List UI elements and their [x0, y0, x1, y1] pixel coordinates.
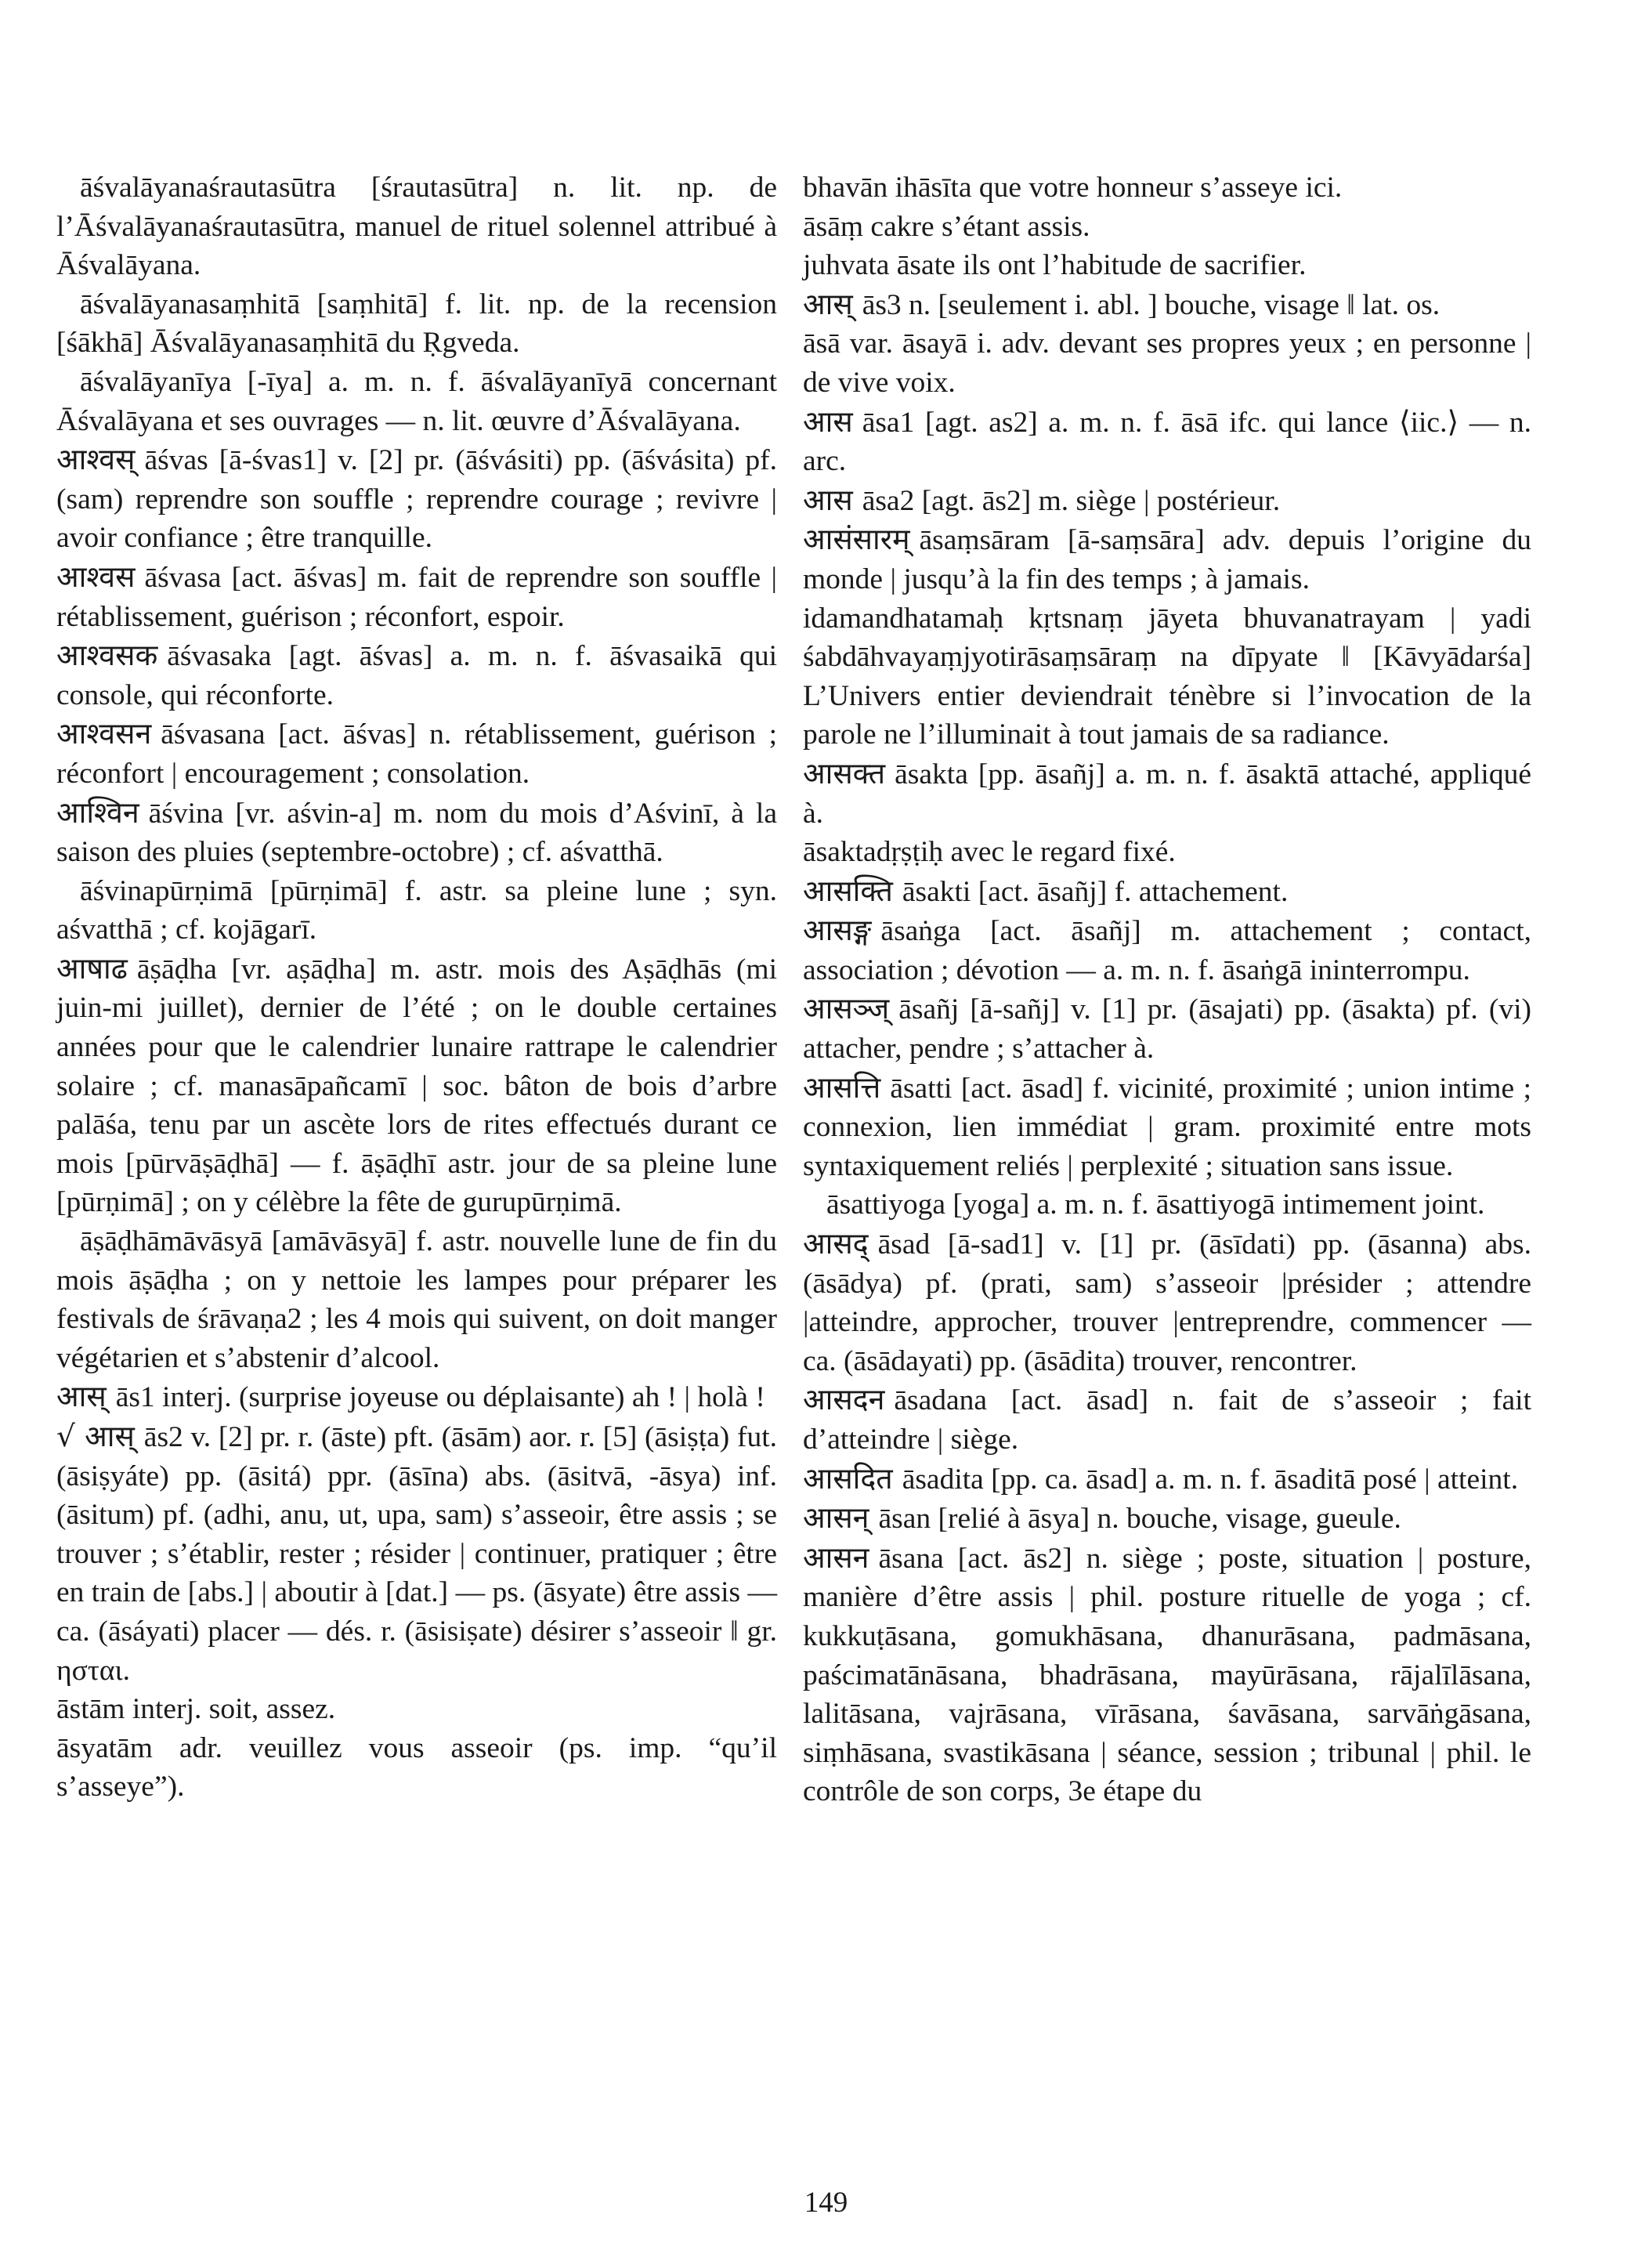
entry-text: ās3 n. [seulement i. abl. ] bouche, visage ‖ lat. os.	[862, 288, 1441, 321]
devanagari-headword: आस्	[803, 286, 853, 321]
dictionary-entry	[56, 440, 777, 558]
devanagari-headword: आषाढ	[56, 950, 128, 986]
left-column	[56, 168, 777, 1807]
entry-text: āśvalāyanasaṃhitā [saṃhitā] f. lit. np. de la recension [śākhā] Āśvalāyanasaṃhitā du Ṛgveda.	[56, 288, 777, 360]
dictionary-entry	[56, 168, 777, 285]
dictionary-entry	[56, 1222, 777, 1377]
dictionary-entry	[803, 520, 1531, 599]
dictionary-entry	[803, 911, 1531, 989]
dictionary-entry	[56, 1377, 777, 1417]
devanagari-headword: आस्	[56, 1379, 107, 1414]
entry-text: āśvalāyanīya [-īya] a. m. n. f. āśvalāyanīyā concernant Āśvalāyana et ses ouvrages — n. lit. œuvre d’Āśvalāyana.	[56, 365, 777, 437]
devanagari-headword: आसद्	[803, 1226, 869, 1261]
dictionary-entry	[803, 989, 1531, 1068]
entry-text: āsan [relié à āsya] n. bouche, visage, gueule.	[878, 1503, 1401, 1536]
devanagari-headword: आस	[803, 403, 853, 439]
entry-text: ās2 v. [2] pr. r. (āste) pft. (āsām) aor. r. [5] (āsiṣṭa) fut. (āsiṣyáte) pp. (āsitá) ppr. (āsīna) abs. (āsitvā, -āsya) inf. (āsitum) pf. (adhi, anu, ut, upa, sam) s’asseoir, être assis ; se trouver ; s’établir, rester ; résider | continuer, pratiquer ; être en train de [abs.] | aboutir à [dat.] — ps. (āsyate) être assis — ca. (āsáyati) placer — dés. r. (āsisiṣate) désirer s’asseoir ‖ gr. ησται.	[56, 1421, 777, 1687]
entry-text: āsakti [act. āsañj] f. attachement.	[902, 875, 1289, 908]
devanagari-headword: आश्विन	[56, 794, 139, 830]
devanagari-headword: आसङ्ग	[803, 913, 872, 948]
dictionary-entry	[803, 324, 1531, 402]
dictionary-entry	[56, 794, 777, 872]
entry-text: āśvasaka [agt. āśvas] a. m. n. f. āśvasaikā qui console, qui réconforte.	[56, 640, 777, 711]
dictionary-entry	[56, 363, 777, 440]
entry-text: āsadana [act. āsad] n. fait de s’asseoir ; fait d’atteindre | siège.	[803, 1384, 1531, 1456]
dictionary-entry	[803, 168, 1531, 208]
dictionary-entry	[803, 1499, 1531, 1539]
dictionary-entry	[803, 246, 1531, 285]
dictionary-entry	[803, 872, 1531, 912]
dictionary-entry	[803, 481, 1531, 521]
dictionary-entry	[56, 715, 777, 793]
entry-text: āsakta [pp. āsañj] a. m. n. f. āsaktā attaché, appliqué à.	[803, 758, 1531, 830]
entry-text: āsaktadṛṣṭiḥ avec le regard fixé.	[803, 836, 1176, 869]
entry-text: āṣāḍhāmāvāsyā [amāvāsyā] f. astr. nouvelle lune de fin du mois āṣāḍha ; on y nettoie les lampes pour préparer les festivals de śrāvaṇa2 ; les 4 mois qui suivent, on doit manger végétarien et s’abstenir d’alcool.	[56, 1225, 777, 1374]
dictionary-entry	[56, 636, 777, 715]
entry-text: āsatti [act. āsad] f. vicinité, proximité ; union intime ; connexion, lien immédiat | gram. proximité entre mots syntaxiquement reliés | perplexité ; situation sans issue.	[803, 1072, 1531, 1182]
entry-text: āsana [act. ās2] n. siège ; poste, situation | posture, manière d’être assis | phil. posture rituelle de yoga ; cf. kukkuṭāsana, gomukhāsana, dhanurāsana, padmāsana, paścimatānāsana, bhadrāsana, mayūrāsana, rājalīlāsana, lalitāsana, vajrāsana, vīrāsana, śavāsana, sarvāṅgāsana, siṃhāsana, svastikāsana | séance, session ; tribunal | phil. le contrôle de son corps, 3e étape du	[803, 1542, 1531, 1808]
devanagari-headword: आसदित	[803, 1460, 893, 1496]
page-number: 149	[804, 2187, 848, 2219]
dictionary-entry	[803, 1185, 1531, 1225]
dictionary-entry	[803, 208, 1531, 247]
entry-text: bhavān ihāsīta que votre honneur s’asseye ici.	[803, 172, 1343, 204]
dictionary-entry	[803, 285, 1531, 325]
entry-text: āśvina [vr. aśvin-a] m. nom du mois d’Aśvinī, à la saison des pluies (septembre-octobre) ; cf. aśvatthā.	[56, 797, 777, 869]
devanagari-headword: आश्वसन	[56, 716, 152, 751]
entry-text: āśvasana [act. āśvas] n. rétablissement, guérison ; réconfort | encouragement ; consolation.	[56, 718, 777, 790]
dictionary-entry	[56, 1690, 777, 1729]
entry-text: āsyatām adr. veuillez vous asseoir (ps. imp. “qu’il s’asseye”).	[56, 1731, 777, 1803]
dictionary-entry	[803, 833, 1531, 872]
dictionary-entry	[56, 285, 777, 363]
entry-text: āśvas [ā-śvas1] v. [2] pr. (āśvásiti) pp. (āśvásita) pf. (sam) reprendre son souffle ; reprendre courage ; revivre | avoir confiance ; être tranquille.	[56, 444, 777, 555]
entry-text: āsa2 [agt. ās2] m. siège | postérieur.	[862, 484, 1281, 517]
right-column	[803, 168, 1531, 1811]
entry-text: āsāṃ cakre s’étant assis.	[803, 210, 1090, 243]
devanagari-headword: आश्वस्	[56, 442, 136, 477]
dictionary-entry	[803, 1539, 1531, 1811]
entry-text: āsaṃsāram [ā-saṃsāra] adv. depuis l’origine du monde | jusqu’à la fin des temps ; à jamais.	[803, 524, 1531, 595]
devanagari-headword: आसक्त	[803, 755, 886, 790]
entry-text: āsa1 [agt. as2] a. m. n. f. āsā ifc. qui lance ⟨iic.⟩ — n. arc.	[803, 406, 1531, 478]
entry-text: juhvata āsate ils ont l’habitude de sacrifier.	[803, 249, 1307, 282]
dictionary-entry	[56, 558, 777, 636]
entry-text: āsattiyoga [yoga] a. m. n. f. āsattiyogā intimement joint.	[826, 1188, 1485, 1221]
dictionary-entry	[56, 950, 777, 1222]
dictionary-entry	[803, 403, 1531, 481]
devanagari-headword: आसक्ति	[803, 873, 893, 908]
entry-text: idamandhatamaḥ kṛtsnaṃ jāyeta bhuvanatrayam | yadi śabdāhvayaṃjyotirāsaṃsāraṃ na dīpyate ‖ [Kāvyādarśa] L’Univers entier deviendrait ténèbre si l’invocation de la parole ne l’illuminait à tout jamais de sa radiance.	[803, 602, 1531, 751]
entry-text: āsadita [pp. ca. āsad] a. m. n. f. āsaditā posé | atteint.	[902, 1463, 1519, 1496]
dictionary-entry	[803, 599, 1531, 754]
devanagari-headword: आसञ्ज्	[803, 991, 890, 1026]
devanagari-headword: आस	[803, 482, 853, 517]
dictionary-entry	[803, 1069, 1531, 1186]
entry-text: āśvalāyanaśrautasūtra [śrautasūtra] n. lit. np. de l’Āśvalāyanaśrautasūtra, manuel de rituel solennel attribué à Āśvalāyana.	[56, 172, 777, 282]
devanagari-headword: आश्वस	[56, 559, 136, 594]
entry-text: āsā var. āsayā i. adv. devant ses propres yeux ; en personne | de vive voix.	[803, 327, 1531, 399]
devanagari-headword: आसन	[803, 1539, 869, 1575]
entry-text: āsad [ā-sad1] v. [1] pr. (āsīdati) pp. (āsanna) abs. (āsādya) pf. (prati, sam) s’asseoir |présider ; attendre |atteindre, approcher, trouver |entreprendre, commencer — ca. (āsādayati) pp. (āsādita) trouver, rencontrer.	[803, 1228, 1531, 1377]
devanagari-headword: आसंसारम्	[803, 522, 910, 557]
dictionary-entry	[803, 1380, 1531, 1459]
dictionary-entry	[803, 1460, 1531, 1500]
dictionary-entry	[803, 754, 1531, 833]
dictionary-entry	[56, 872, 777, 950]
devanagari-headword: आसदन	[803, 1382, 885, 1417]
dictionary-entry	[56, 1729, 777, 1807]
devanagari-headword: आसन्	[803, 1500, 869, 1536]
entry-text: āsaṅga [act. āsañj] m. attachement ; contact, association ; dévotion — a. m. n. f. āsaṅgā ininterrompu.	[803, 915, 1531, 986]
devanagari-headword: आश्वसक	[56, 638, 158, 673]
devanagari-headword: आसत्ति	[803, 1069, 881, 1105]
entry-text: āṣāḍha [vr. aṣāḍha] m. astr. mois des Aṣāḍhās (mi juin-mi juillet), dernier de l’été ; on le double certaines années pour que le calendrier lunaire rattrape le calendrier solaire ; cf. manasāpañcamī | soc. bâton de bois d’arbre palāśa, tenu par un ascète lors de rites effectués durant ce mois [pūrvāṣāḍhā] — f. āṣāḍhī astr. jour de sa pleine lune [pūrṇimā] ; on y célèbre la fête de gurupūrṇimā.	[56, 953, 777, 1219]
entry-text: āstām interj. soit, assez.	[56, 1693, 336, 1726]
entry-text: āsañj [ā-sañj] v. [1] pr. (āsajati) pp. (āsakta) pf. (vi) attacher, pendre ; s’attacher à.	[803, 993, 1531, 1065]
dictionary-entry	[56, 1417, 777, 1690]
dictionary-entry	[803, 1225, 1531, 1380]
entry-text: ās1 interj. (surprise joyeuse ou déplaisante) ah ! | holà !	[115, 1381, 765, 1414]
entry-text: āśvinapūrṇimā [pūrṇimā] f. astr. sa pleine lune ; syn. aśvatthā ; cf. kojāgarī.	[56, 874, 777, 946]
devanagari-headword: √ आस्	[56, 1419, 135, 1453]
entry-text: āśvasa [act. āśvas] m. fait de reprendre son souffle | rétablissement, guérison ; réconfort, espoir.	[56, 561, 777, 633]
